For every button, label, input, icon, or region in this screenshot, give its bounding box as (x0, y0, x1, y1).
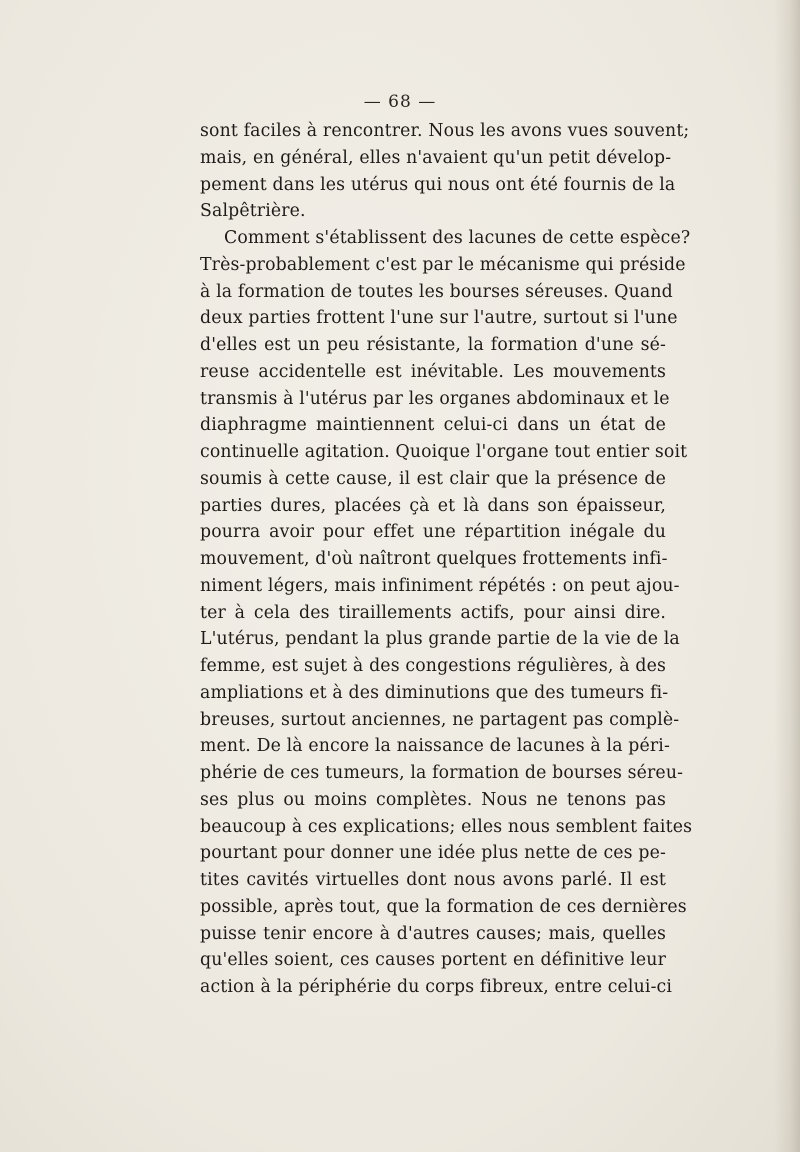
text-line: L'utérus, pendant la plus grande partie de la vie de la (200, 629, 680, 650)
text-line: Très-probablement c'est par le mécanisme qui préside (200, 254, 686, 275)
text-line: niment légers, mais infiniment répétés : on peut ajou- (200, 575, 680, 596)
text-line: pourtant pour donner une idée plus nette de ces pe- (200, 843, 666, 864)
text-line: tites cavités virtuelles dont nous avons parlé. Il est (200, 870, 666, 890)
text-line: breuses, surtout anciennes, ne partagent pas complè- (200, 709, 680, 730)
text-line: Comment s'établissent des lacunes de cette espèce? (224, 228, 691, 248)
text-line: puisse tenir encore à d'autres causes; mais, quelles (200, 923, 666, 944)
text-line: mais, en général, elles n'avaient qu'un petit dévelop- (200, 147, 672, 168)
text-line: diaphragme maintiennent celui-ci dans un état de (200, 415, 666, 436)
text-line: phérie de ces tumeurs, la formation de bourses séreu- (200, 763, 684, 783)
text-line: reuse accidentelle est inévitable. Les mouvements (200, 361, 666, 382)
text-line: transmis à l'utérus par les organes abdominaux et le (200, 388, 670, 409)
text-line: parties dures, placées çà et là dans son épaisseur, (200, 495, 666, 516)
text-line: pourra avoir pour effet une répartition inégale du (200, 522, 666, 543)
text-line: sont faciles à rencontrer. Nous les avons vues souvent; (200, 121, 690, 141)
text-line: femme, est sujet à des congestions régulières, à des (200, 656, 666, 676)
text-line: ampliations et à des diminutions que des tumeurs fi- (200, 682, 669, 703)
text-line: pement dans les utérus qui nous ont été fournis de la (200, 174, 676, 195)
text-line: ment. De là encore la naissance de lacunes à la péri- (200, 736, 670, 757)
text-line: possible, après tout, que la formation de ces dernières (200, 896, 687, 917)
text-line: d'elles est un peu résistante, la formation d'une sé- (200, 335, 666, 355)
text-line: à la formation de toutes les bourses séreuses. Quand (200, 281, 673, 302)
text-line: deux parties frottent l'une sur l'autre, surtout si l'une (200, 308, 678, 329)
text-line: ter à cela des tiraillements actifs, pour ainsi dire. (200, 602, 666, 623)
text-line: beaucoup à ces explications; elles nous semblent faites (200, 816, 693, 837)
text-line: soumis à cette cause, il est clair que la présence de (200, 468, 666, 489)
text-line: mouvement, d'où naîtront quelques frottements infi- (200, 549, 668, 569)
page-edge-shadow (774, 0, 800, 1152)
body-text (200, 118, 693, 1001)
page-number: — 68 — (363, 92, 437, 112)
text-line: action à la périphérie du corps fibreux, entre celui-ci (200, 977, 673, 997)
text-line: ses plus ou moins complètes. Nous ne tenons pas (200, 789, 666, 810)
text-line: qu'elles soient, ces causes portent en définitive leur (200, 950, 666, 971)
text-line: Salpêtrière. (200, 201, 306, 222)
text-line: continuelle agitation. Quoique l'organe tout entier soit (200, 442, 688, 462)
